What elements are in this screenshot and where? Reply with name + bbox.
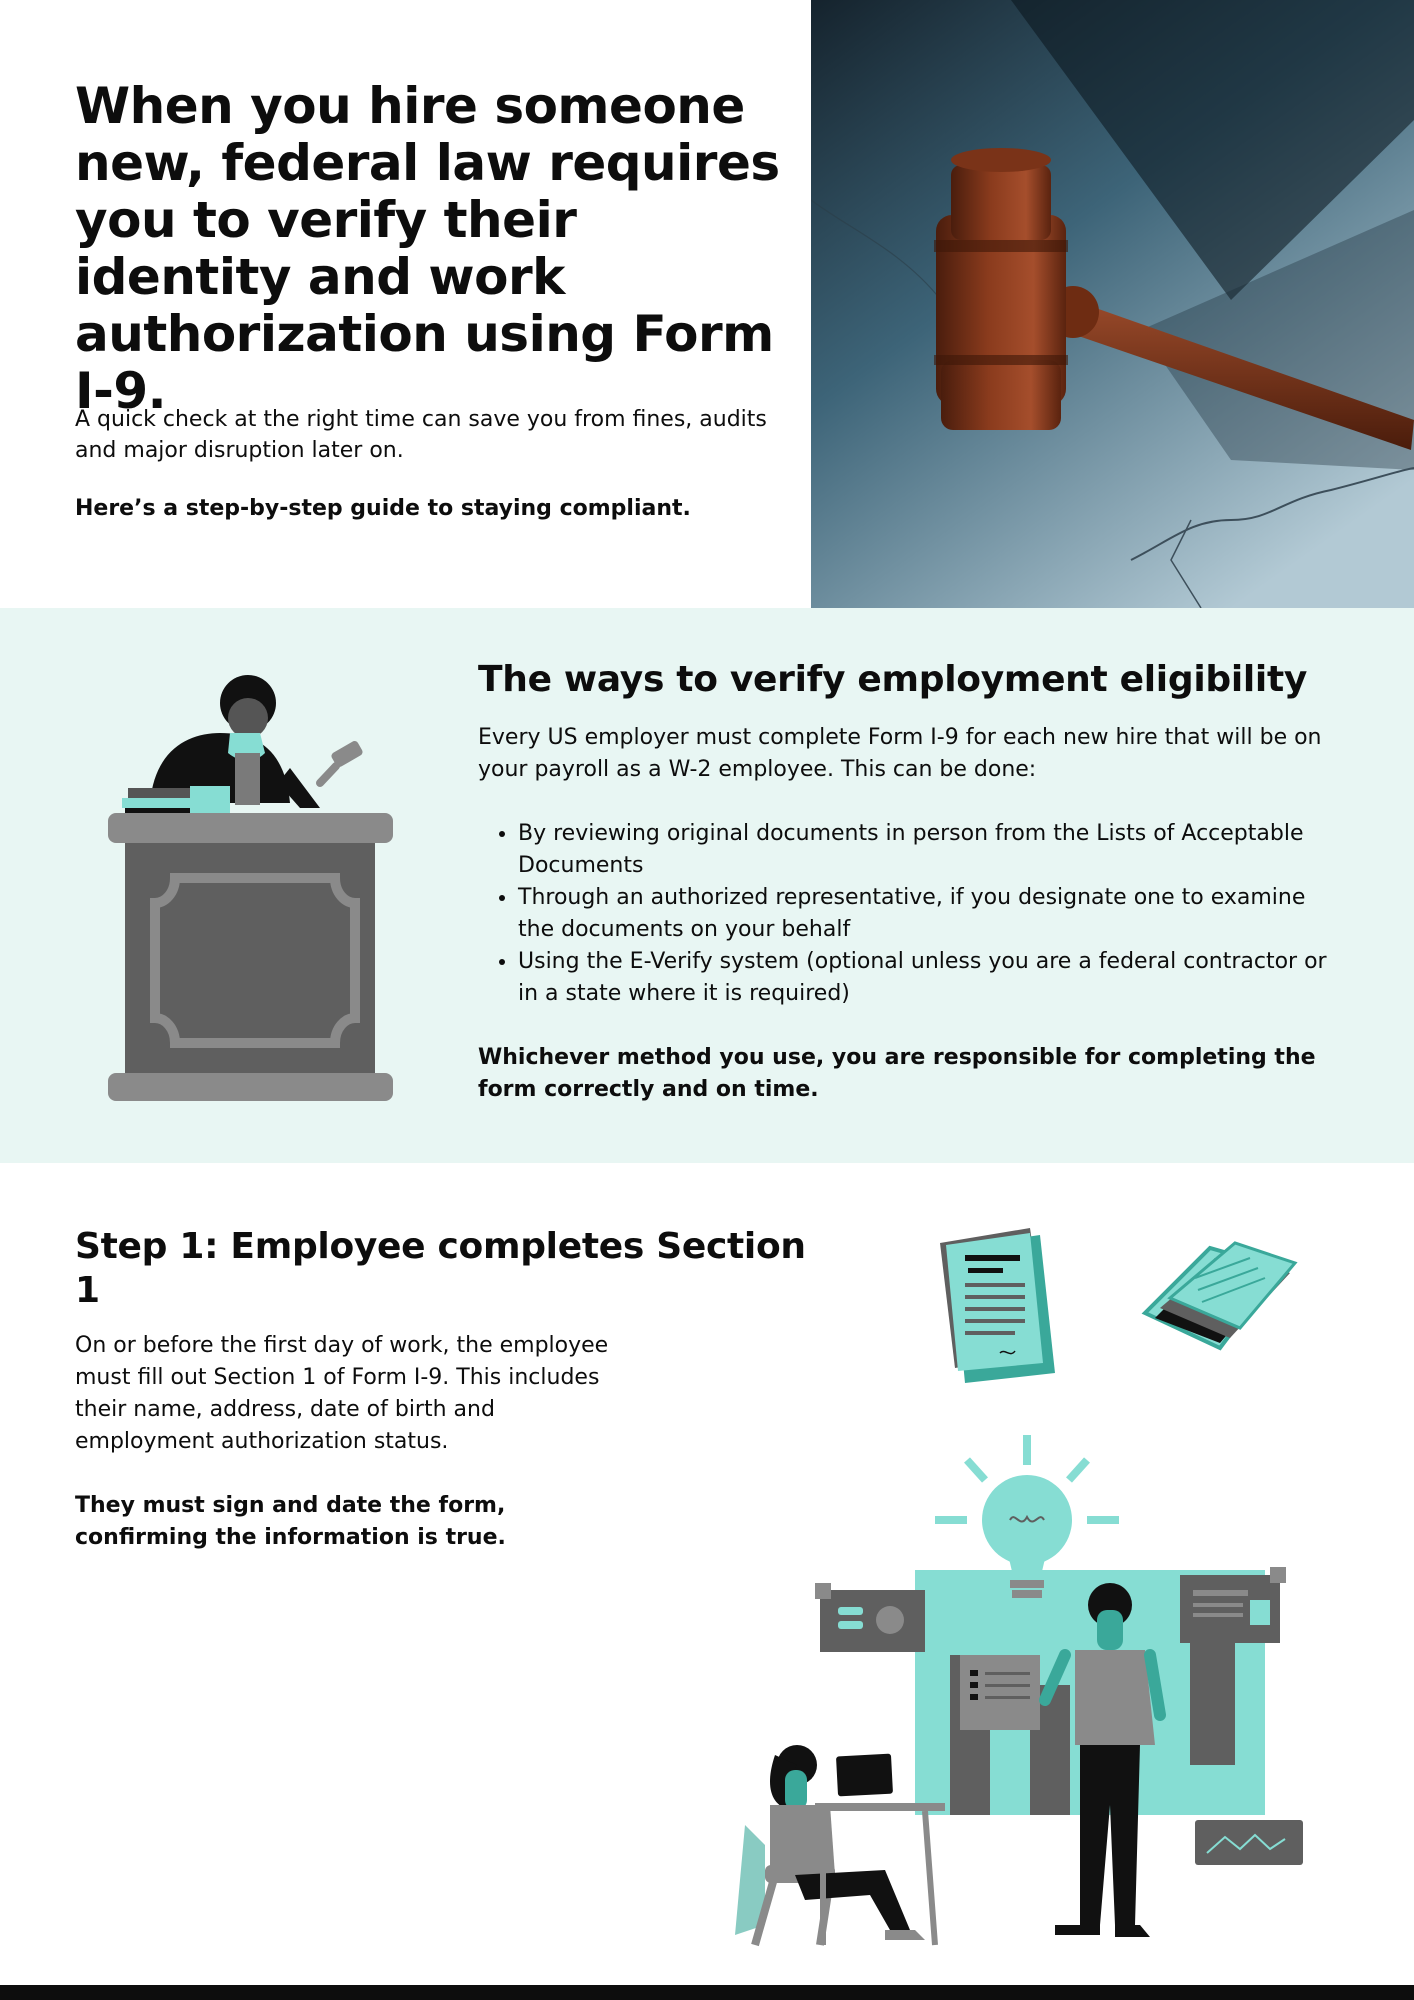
list-item: • By reviewing original documents in person from the Lists of Acceptable Documents <box>518 818 1338 882</box>
hero-title: When you hire someone new, federal law requires you to verify their identity and work authorization using Form I-9. <box>75 77 780 420</box>
bottom-bar <box>0 1985 1414 2000</box>
hero-guide: Here’s a step-by-step guide to staying compliant. <box>75 496 691 521</box>
step1-heading: Step 1: Employee completes Section 1 <box>75 1226 806 1311</box>
verify-methods-list <box>478 818 1338 1010</box>
verification-section <box>0 608 1414 1163</box>
verify-note: Whichever method you use, you are responsible for completing the form correctly and on time. <box>478 1045 1316 1102</box>
judge-illustration <box>100 658 400 1113</box>
hero-section <box>0 0 1414 608</box>
list-item: • Using the E-Verify system (optional unless you are a federal contractor or in a state where it is required) <box>518 946 1338 1010</box>
documents-illustration <box>920 1223 1320 1393</box>
gavel-photo <box>811 0 1414 608</box>
step1-note: They must sign and date the form, confirming the information is true. <box>75 1493 506 1550</box>
list-item: • Through an authorized representative, if you designate one to examine the documents on your behalf <box>518 882 1338 946</box>
step1-section <box>0 1163 1414 1985</box>
verify-intro: Every US employer must complete Form I-9 for each new hire that will be on your payroll as a W-2 employee. This can be done: <box>478 725 1322 782</box>
hero-intro: A quick check at the right time can save you from fines, audits and major disruption later on. <box>75 407 767 463</box>
verify-heading: The ways to verify employment eligibility <box>478 659 1308 700</box>
team-idea-illustration <box>735 1425 1315 1955</box>
step1-text: On or before the first day of work, the employee must fill out Section 1 of Form I-9. This includes their name, address, date of birth and employment authorization status. <box>75 1333 609 1454</box>
